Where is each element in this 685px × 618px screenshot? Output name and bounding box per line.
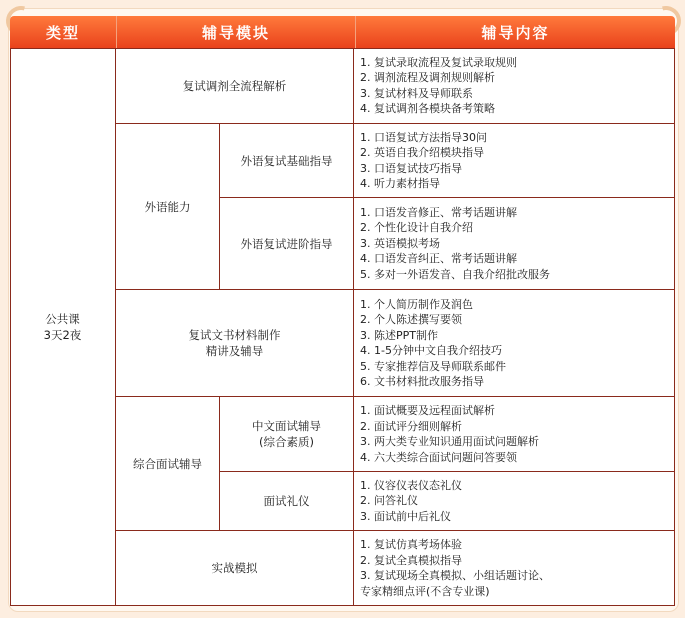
- list-item: 4. 1-5分钟中文自我介绍技巧: [360, 344, 502, 357]
- header-content: 辅导内容: [355, 16, 675, 48]
- list-item: 4. 口语发音纠正、常考话题讲解: [360, 252, 517, 266]
- list-item: 2. 问答礼仪: [360, 494, 418, 508]
- list-item: 2. 复试全真模拟指导: [360, 553, 462, 567]
- list-item: 6. 文书材料批改服务指导: [360, 375, 484, 388]
- list-item: 2. 英语自我介绍模块指导: [360, 146, 484, 159]
- category-cell: [10, 48, 116, 606]
- content-documents: [354, 290, 675, 397]
- list-item: 5. 多对一外语发音、自我介绍批改服务: [360, 267, 550, 281]
- list-item: 3. 面试前中后礼仪: [360, 509, 451, 523]
- list-item: 2. 面试评分细则解析: [360, 419, 462, 433]
- submodule-language-basic: 外语复试基础指导: [220, 124, 354, 198]
- content-interview-chinese: [354, 397, 675, 472]
- module-interview: 综合面试辅导: [116, 397, 220, 531]
- category-duration: 3天2夜: [43, 327, 82, 342]
- list-item: 1. 口语复试方法指导30问: [360, 130, 487, 144]
- list-item: 3. 口语复试技巧指导: [360, 161, 462, 175]
- content-language-advanced: [354, 198, 675, 290]
- list-item: 1. 复试录取流程及复试录取规则: [360, 55, 517, 69]
- header-module: 辅导模块: [116, 16, 355, 48]
- list-item: 3. 陈述PPT制作: [360, 328, 438, 342]
- list-item: 2. 调剂流程及调剂规则解析: [360, 71, 495, 84]
- list-item: 1. 面试概要及远程面试解析: [360, 404, 495, 417]
- content-simulation: [354, 531, 675, 606]
- list-item: 2. 个性化设计自我介绍: [360, 221, 473, 235]
- list-item: 4. 复试调剂各模块备考策略: [360, 102, 495, 115]
- table-header: [10, 16, 675, 48]
- list-item: 1. 个人简历制作及润色: [360, 297, 473, 311]
- category-name: 公共课: [45, 311, 80, 326]
- list-item: 3. 复试材料及导师联系: [360, 86, 473, 100]
- module-simulation: 实战模拟: [116, 531, 354, 606]
- list-item: 5. 专家推荐信及导师联系邮件: [360, 359, 506, 373]
- course-table: [10, 48, 675, 606]
- content-language-basic: [354, 124, 675, 198]
- content-interview-etiquette: [354, 472, 675, 531]
- list-item: 2. 个人陈述撰写要领: [360, 313, 462, 326]
- module-language: 外语能力: [116, 124, 220, 290]
- list-item: 4. 听力素材指导: [360, 177, 440, 190]
- list-item: 3. 复试现场全真模拟、小组话题讨论、: [360, 569, 550, 582]
- submodule-interview-chinese: 中文面试辅导 (综合素质): [220, 397, 354, 472]
- list-item: 4. 六大类综合面试问题问答要领: [360, 450, 517, 464]
- list-item: 1. 复试仿真考场体验: [360, 538, 462, 551]
- module-documents: 复试文书材料制作 精讲及辅导: [116, 290, 354, 397]
- list-item: 3. 英语模拟考场: [360, 236, 440, 250]
- module-process: 复试调剂全流程解析: [116, 48, 354, 124]
- list-item: 1. 口语发音修正、常考话题讲解: [360, 205, 517, 219]
- list-item: 3. 两大类专业知识通用面试问题解析: [360, 435, 539, 448]
- list-item: 专家精细点评(不含专业课): [360, 584, 490, 598]
- submodule-interview-etiquette: 面试礼仪: [220, 472, 354, 531]
- list-item: 1. 仪容仪表仪态礼仪: [360, 478, 462, 492]
- content-process: [354, 48, 675, 124]
- header-type: 类型: [45, 23, 80, 42]
- submodule-language-advanced: 外语复试进阶指导: [220, 198, 354, 290]
